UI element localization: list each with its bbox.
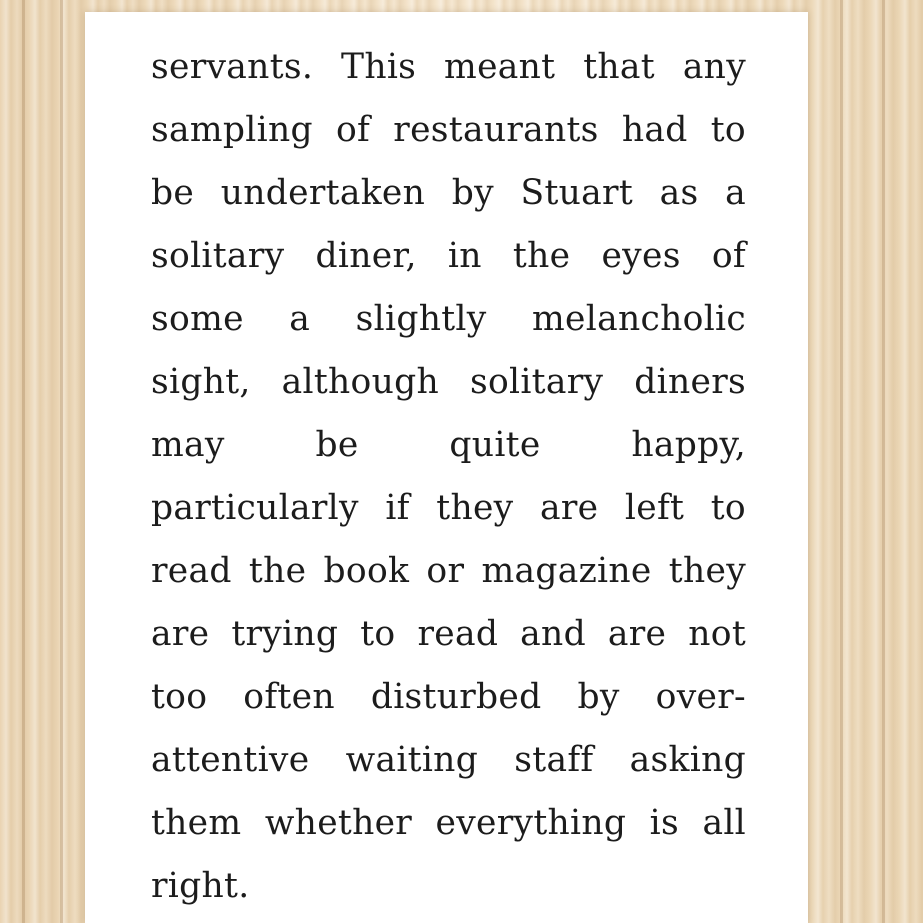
text-line: are trying to read and are not [151,614,746,654]
book-page [85,12,808,923]
page-text [151,36,746,918]
text-line: them whether everything is all [151,803,746,843]
text-line: some a slightly melancholic [151,299,746,339]
text-line: too often disturbed by over- [151,677,746,717]
text-line: attentive waiting staff asking [151,740,746,780]
text-line: right. [151,866,250,906]
wood-seam [22,0,25,923]
wood-seam [60,0,63,923]
wood-seam [840,0,843,923]
text-line: solitary diner, in the eyes of [151,236,746,276]
text-line: read the book or magazine they [151,551,746,591]
text-line: sight, although solitary diners [151,362,746,402]
text-line: particularly if they are left to [151,488,746,528]
text-line: be undertaken by Stuart as a [151,173,746,213]
text-line: servants. This meant that any [151,47,746,87]
text-line: may be quite happy, [151,425,746,465]
text-line: sampling of restaurants had to [151,110,746,150]
wood-seam [882,0,885,923]
